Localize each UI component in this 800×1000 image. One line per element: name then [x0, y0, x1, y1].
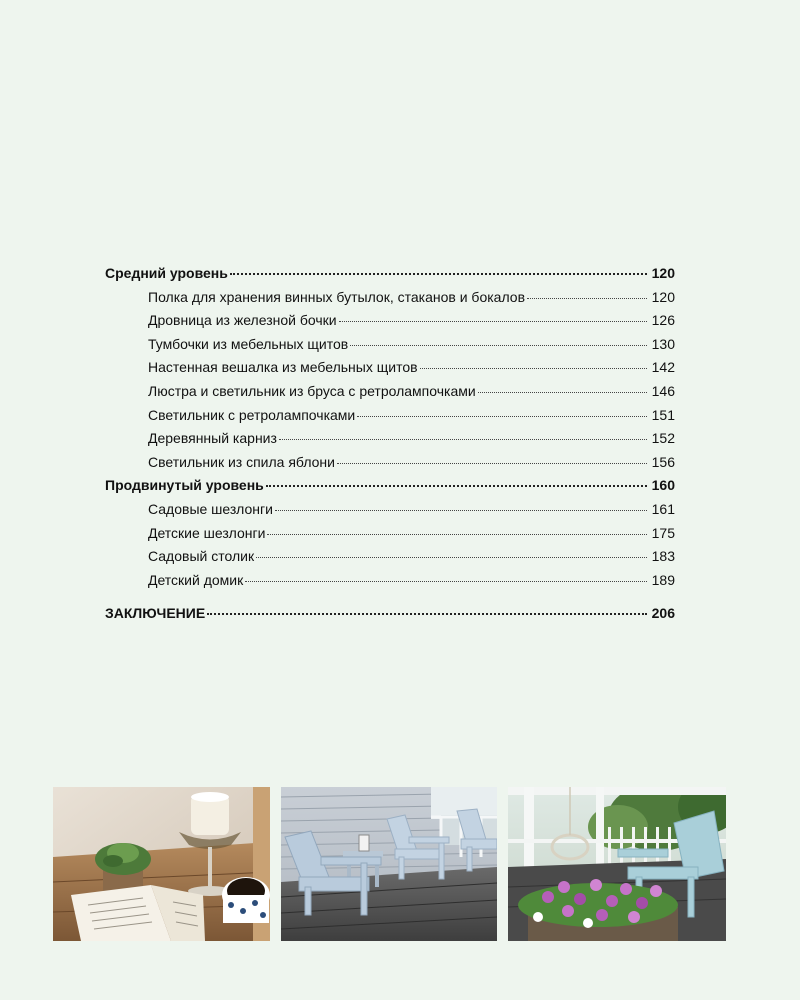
toc-entry-title: Дровница из железной бочки: [148, 312, 337, 329]
toc-leader-dots: [339, 309, 647, 322]
toc-leader-dots: [275, 498, 647, 511]
toc-entry-title: Деревянный карниз: [148, 430, 277, 447]
toc-leader-dots: [478, 380, 647, 393]
toc-leader-dots: [420, 356, 647, 369]
toc-entry[interactable]: [105, 451, 675, 475]
toc-entry[interactable]: [105, 286, 675, 310]
toc-leader-dots: [279, 427, 647, 440]
toc-entry-page: 152: [651, 430, 675, 447]
table-of-contents: [105, 262, 675, 626]
toc-entry[interactable]: [105, 498, 675, 522]
toc-entry-title: Детский домик: [148, 571, 244, 588]
toc-entry-page: 206: [651, 605, 675, 622]
porch-chairs-photo: [281, 787, 497, 941]
toc-entry-title: Садовый столик: [148, 548, 255, 565]
toc-entry-title: Садовые шезлонги: [148, 500, 273, 517]
toc-entry-page: 189: [651, 571, 675, 588]
garden-chairs-flowers-photo: [508, 787, 726, 941]
toc-entry-page: 183: [651, 548, 675, 565]
toc-leader-dots: [245, 569, 647, 582]
toc-entry-page: 120: [651, 288, 675, 305]
toc-entry-title: Настенная вешалка из мебельных щитов: [148, 359, 418, 376]
toc-leader-dots: [256, 545, 647, 558]
toc-leader-dots: [527, 286, 647, 299]
toc-entry[interactable]: [105, 569, 675, 593]
toc-entry[interactable]: [105, 522, 675, 546]
garden-chairs-flowers-icon: [508, 787, 726, 941]
toc-entry-title: Продвинутый уровень: [105, 477, 264, 494]
toc-entry-title: Полка для хранения винных бутылок, стаканов и бокалов: [148, 288, 526, 305]
toc-leader-dots: [350, 333, 647, 346]
toc-entry[interactable]: [105, 262, 675, 286]
toc-leader-dots: [357, 404, 647, 417]
toc-entry-title: Тумбочки из мебельных щитов: [148, 335, 349, 352]
toc-entry-page: 130: [651, 335, 675, 352]
toc-leader-dots: [337, 451, 647, 464]
toc-entry[interactable]: [105, 545, 675, 569]
toc-entry[interactable]: [105, 333, 675, 357]
toc-leader-dots: [207, 601, 647, 615]
toc-entry-title: ЗАКЛЮЧЕНИЕ: [105, 605, 206, 622]
book-candle-coffee-photo: [53, 787, 270, 941]
toc-entry-page: 126: [651, 312, 675, 329]
toc-leader-dots: [230, 261, 647, 275]
toc-entry-page: 146: [651, 382, 675, 399]
toc-entry-title: Люстра и светильник из бруса с ретролампочками: [148, 382, 476, 399]
toc-entry[interactable]: [105, 356, 675, 380]
toc-entry-page: 161: [651, 500, 675, 517]
toc-entry[interactable]: [105, 602, 675, 626]
book-candle-coffee-icon: [53, 787, 270, 941]
toc-entry-title: Средний уровень: [105, 265, 228, 281]
toc-entry-page: 120: [651, 265, 675, 281]
toc-entry-title: Светильник из спила яблони: [148, 453, 335, 470]
toc-leader-dots: [267, 522, 647, 535]
toc-entry[interactable]: [105, 427, 675, 451]
toc-leader-dots: [266, 473, 647, 487]
toc-entry-title: Светильник с ретролампочками: [148, 406, 356, 423]
toc-entry-page: 142: [651, 359, 675, 376]
toc-entry-title: Детские шезлонги: [148, 524, 266, 541]
toc-entry[interactable]: [105, 404, 675, 428]
porch-chairs-icon: [281, 787, 497, 941]
toc-entry-page: 175: [651, 524, 675, 541]
toc-entry-page: 156: [651, 453, 675, 470]
toc-entry-page: 160: [651, 477, 675, 494]
toc-entry[interactable]: [105, 474, 675, 498]
toc-entry[interactable]: [105, 380, 675, 404]
toc-entry[interactable]: [105, 309, 675, 333]
toc-entry-page: 151: [651, 406, 675, 423]
